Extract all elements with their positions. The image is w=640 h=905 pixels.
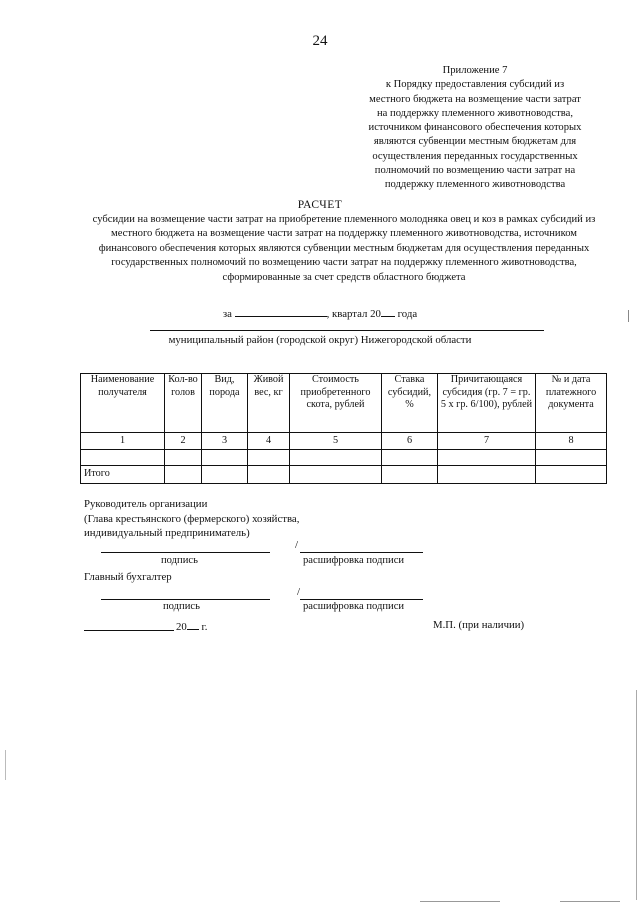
column-number-row <box>81 433 607 450</box>
period-suffix: года <box>397 308 418 320</box>
date-year-blank <box>187 619 199 630</box>
column-number: 2 <box>165 433 202 450</box>
column-number: 1 <box>81 433 165 450</box>
appendix-line: поддержку племенного животноводства <box>384 179 566 191</box>
page-number: 24 <box>312 33 328 49</box>
period-middle: , квартал 20 <box>326 308 381 320</box>
header-breed: Вид, порода <box>202 374 248 433</box>
table-cell <box>248 450 290 466</box>
date-year <box>176 619 207 633</box>
column-number: 4 <box>248 433 290 450</box>
table-header-row <box>81 374 607 433</box>
head-decoding-line <box>300 552 423 553</box>
head-signatory-block <box>84 497 299 541</box>
accountant-slash: / <box>297 586 301 598</box>
head-title-line: (Глава крестьянского (фермерского) хозяйства, <box>84 512 300 525</box>
column-number: 3 <box>202 433 248 450</box>
appendix-line: к Порядку предоставления субсидий из <box>385 79 565 91</box>
chief-accountant-label: Главный бухгалтер <box>84 571 172 583</box>
column-number: 7 <box>438 433 536 450</box>
appendix-line: местного бюджета на возмещение части затрат <box>369 93 581 105</box>
head-title-line: Руководитель организации <box>84 498 208 510</box>
appendix-line: полномочий по возмещению части затрат на <box>374 165 576 177</box>
date-year-value: 20 <box>176 621 187 633</box>
table-row <box>81 450 607 466</box>
table-cell <box>165 466 202 484</box>
head-title-line: индивидуальный предприниматель) <box>84 527 250 540</box>
header-weight: Живой вес, кг <box>248 374 290 433</box>
accountant-decoding-line <box>300 599 423 600</box>
date-blank <box>84 630 174 631</box>
table-cell <box>290 466 382 484</box>
appendix-header <box>345 64 605 193</box>
appendix-title: Приложение 7 <box>442 65 508 76</box>
table-cell <box>202 450 248 466</box>
table-cell <box>81 450 165 466</box>
table-cell <box>290 450 382 466</box>
scan-artifact <box>560 901 620 902</box>
header-rate: Ставка субсидий, % <box>382 374 438 433</box>
header-payment-doc: № и дата платежного документа <box>536 374 607 433</box>
stamp-note: М.П. (при наличии) <box>433 619 525 631</box>
total-row <box>81 466 607 484</box>
accountant-signature-line <box>101 599 270 600</box>
table-cell <box>165 450 202 466</box>
table-cell <box>438 450 536 466</box>
table-cell <box>202 466 248 484</box>
appendix-line: на поддержку племенного животноводства, <box>377 107 573 119</box>
column-number: 8 <box>536 433 607 450</box>
scan-artifact <box>628 310 629 322</box>
document-title: РАСЧЕТ <box>297 199 343 211</box>
table-cell <box>536 466 607 484</box>
appendix-line: осуществления переданных государственных <box>372 150 578 162</box>
appendix-line: источником финансового обеспечения которых <box>368 122 582 134</box>
document-subtitle: субсидии на возмещение части затрат на приобретение племенного молодняка овец и коз в рамках субсидий из местного бюджета на возмещение части затрат на поддержку племенного животноводства, источником финансового обеспечения которых являются субвенции местным бюджетам для осуществления переданных государственных полномочий по возмещению части затрат на поддержку племенного животноводства, сформированные за счет средств областного бюджета <box>92 214 596 283</box>
head-signature-line <box>101 552 270 553</box>
municipality-blank <box>150 330 544 331</box>
head-slash: / <box>295 539 299 551</box>
header-count: Кол-во голов <box>165 374 202 433</box>
column-number: 5 <box>290 433 382 450</box>
header-cost: Стоимость приобретенного скота, рублей <box>290 374 382 433</box>
head-signature-caption: подпись <box>161 555 198 566</box>
scan-artifact <box>5 750 6 780</box>
subsidy-table <box>80 373 607 484</box>
table-cell <box>382 466 438 484</box>
header-recipient: Наименование получателя <box>81 374 165 433</box>
quarter-blank <box>235 306 327 317</box>
appendix-line: являются субвенции местным бюджетам для <box>373 136 577 148</box>
accountant-decoding-caption: расшифровка подписи <box>303 601 405 612</box>
header-subsidy: Причитающаяся субсидия (гр. 7 = гр. 5 x гр. 6/100), рублей <box>438 374 536 433</box>
table-cell <box>248 466 290 484</box>
accountant-signature-caption: подпись <box>163 601 200 612</box>
head-decoding-caption: расшифровка подписи <box>303 555 405 566</box>
table-cell <box>438 466 536 484</box>
table-cell <box>382 450 438 466</box>
total-label: Итого <box>81 466 165 484</box>
period-prefix: за <box>222 308 232 320</box>
date-suffix: г. <box>201 621 208 633</box>
column-number: 6 <box>382 433 438 450</box>
period-line <box>0 306 640 320</box>
scan-artifact <box>420 901 500 902</box>
table-cell <box>536 450 607 466</box>
year-blank <box>381 306 395 317</box>
municipality-caption: муниципальный район (городской округ) Нижегородской области <box>168 334 472 346</box>
scan-artifact <box>636 690 637 900</box>
